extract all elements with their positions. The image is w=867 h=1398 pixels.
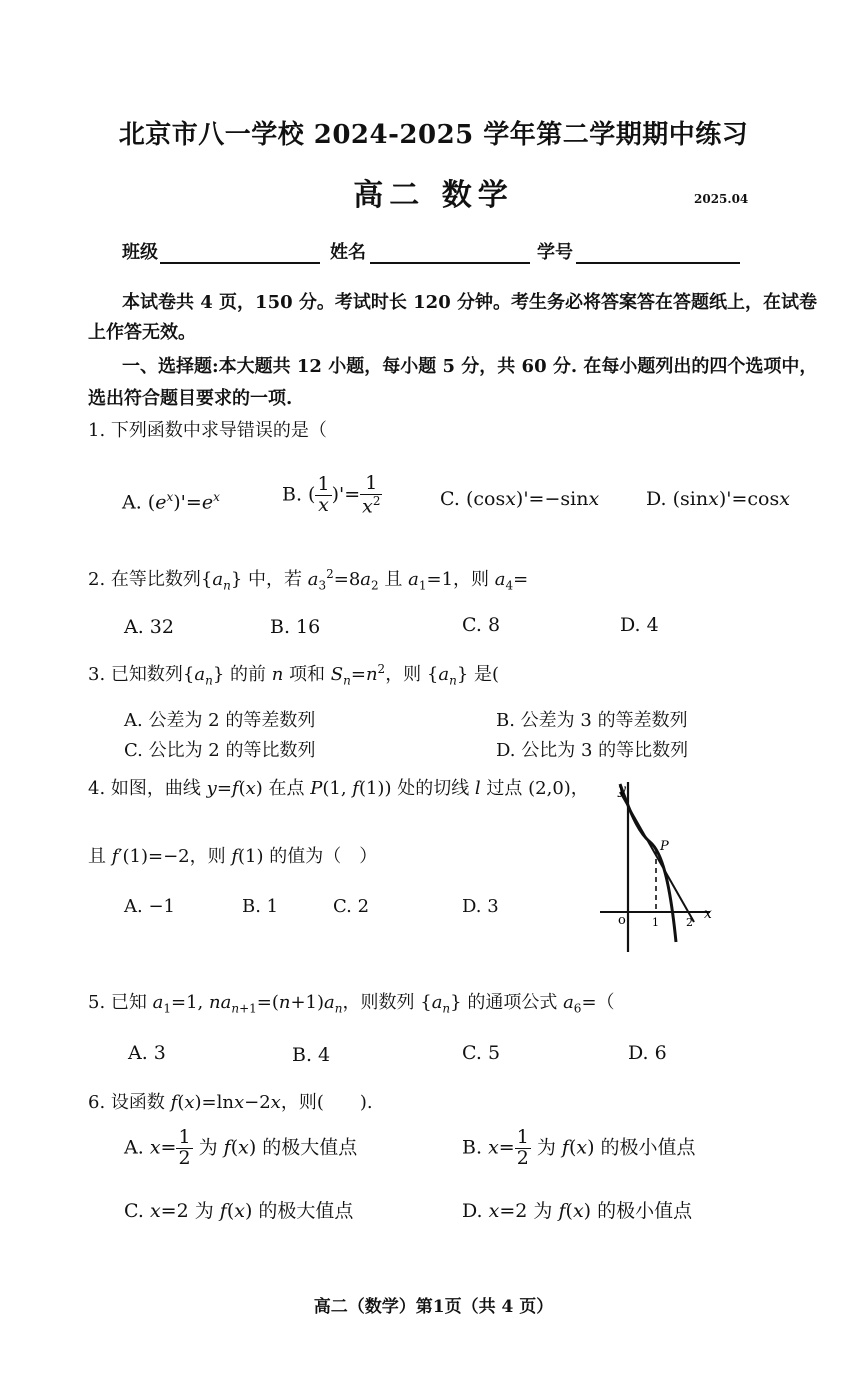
student-id-field[interactable] [576, 262, 740, 264]
q1-a-label: A. [122, 491, 142, 514]
q6-option-b: B. x= $\frac{1}{2}$ 为 f(x) 的极小值点 [462, 1126, 696, 1169]
q1-option-a: A. $(e^x)'=e^x$ [122, 490, 220, 514]
q3-option-d: D. 公比为 3 的等比数列 [496, 740, 689, 761]
q3-option-a: A. 公差为 2 的等差数列 [124, 710, 316, 731]
graph-point-label: P [660, 839, 669, 854]
class-label: 班级 [122, 242, 158, 263]
q4-option-b: B. 1 [242, 896, 279, 917]
q3-option-b: B. 公差为 3 的等差数列 [496, 710, 688, 731]
graph-tick-1: 1 [652, 916, 659, 929]
q5-option-a: A. 3 [128, 1042, 166, 1064]
q5-option-d: D. 6 [628, 1042, 667, 1064]
section1-line2: 选出符合题目要求的一项. [88, 388, 293, 409]
q1-stem: 1. 下列函数中求导错误的是（ [88, 420, 327, 441]
graph-origin-label: o [618, 913, 626, 928]
q4-option-d: D. 3 [462, 896, 499, 917]
q6-option-a: A. x= $\frac{1}{2}$ 为 f(x) 的极大值点 [124, 1126, 358, 1169]
q1-option-d: D. (sinx)'=cosx [646, 488, 790, 510]
name-field[interactable] [370, 262, 530, 264]
q1-d-label: D. [646, 488, 667, 510]
q2-option-c: C. 8 [462, 614, 501, 636]
section1-line1: 一、选择题:本大题共 12 小题，每小题 5 分，共 60 分. 在每小题列出的四个选项中， [122, 356, 818, 377]
name-label: 姓名 [330, 242, 366, 263]
graph-y-label: y [618, 782, 626, 798]
graph-tangent [620, 792, 694, 922]
q6-stem: 6. 设函数 f(x)=lnx−2x，则( ). [88, 1092, 373, 1113]
q4-stem-line2: 且 f′(1)=−2，则 f(1) 的值为（ ） [88, 846, 378, 867]
class-field[interactable] [160, 262, 320, 264]
q1-option-b: B. ( $\frac{1}{x}$ )'= $\frac{1}{x^2}$ [282, 472, 381, 518]
graph-tick-2: 2 [686, 916, 693, 929]
q5-option-b: B. 4 [292, 1044, 331, 1066]
q1-option-c: C. (cosx)'=−sinx [440, 488, 600, 510]
student-id-label: 学号 [537, 242, 573, 263]
q5-option-c: C. 5 [462, 1042, 501, 1064]
q3-option-c: C. 公比为 2 的等比数列 [124, 740, 316, 761]
q2-option-a: A. 32 [124, 616, 174, 638]
q5-stem: 5. 已知 $a_1=1$, $na_{n+1}=(n+1)a_n$，则数列 $\{a_n\}$ 的通项公式 $a_6=$（ [88, 992, 615, 1016]
graph-x-label: x [704, 906, 712, 922]
q2-option-b: B. 16 [270, 616, 321, 638]
q3-stem: 3. 已知数列$\{a_n\}$ 的前 n 项和 $S_n=n^2$，则 $\{a_n\}$ 是( [88, 662, 500, 688]
page-footer: 高二（数学）第1页（共 4 页） [313, 1297, 554, 1317]
instructions-line1: 本试卷共 4 页，150 分。考试时长 120 分钟。考生务必将答案答在答题纸上，在试卷 [122, 292, 818, 313]
q4-stem: 4. 如图，曲线 y=f(x) 在点 P(1, f(1)) 处的切线 l 过点 (2,0)， [88, 778, 589, 799]
exam-title: 北京市八一学校 2024-2025 学年第二学期期中练习 [118, 120, 749, 150]
instructions-line2: 上作答无效。 [88, 322, 196, 343]
subject-title: 高二 数学 [353, 178, 514, 213]
q4-graph [598, 772, 722, 956]
q4-option-a: A. −1 [124, 896, 175, 917]
q2-option-d: D. 4 [620, 614, 659, 636]
q4-option-c: C. 2 [333, 896, 370, 917]
q2-stem: 2. 在等比数列$\{a_n\}$ 中，若 $a_3^2=8a_2$ 且 $a_1=1$，则 $a_4=$ [88, 567, 529, 593]
exam-date: 2025.04 [694, 192, 749, 206]
q6-option-d: D. x=2 为 f(x) 的极小值点 [462, 1200, 693, 1222]
q6-option-c: C. x=2 为 f(x) 的极大值点 [124, 1200, 354, 1222]
q1-c-label: C. [440, 488, 460, 510]
q1-b-label: B. [282, 483, 303, 506]
